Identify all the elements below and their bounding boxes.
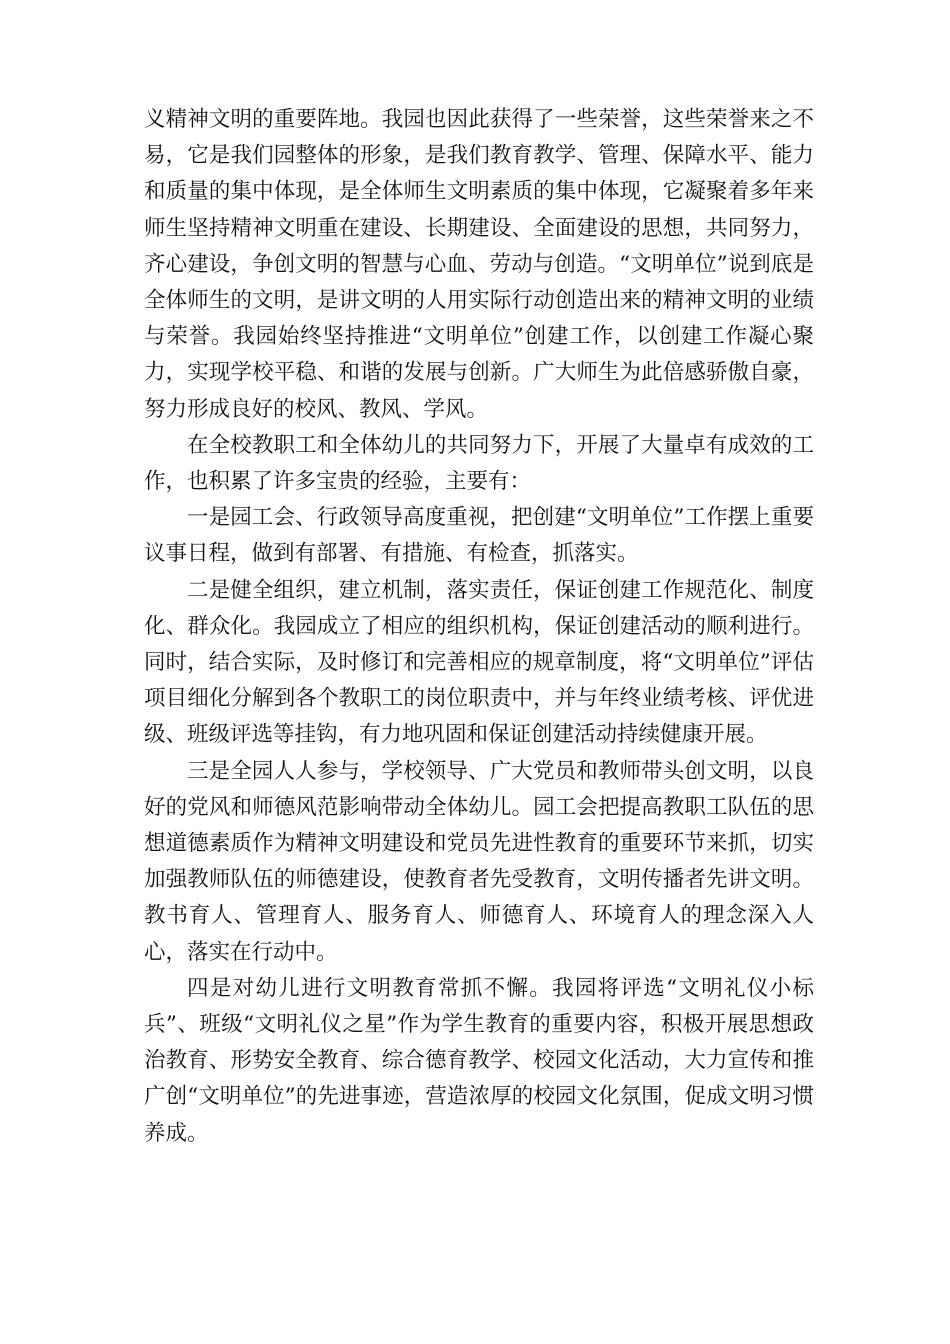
paragraph-point-three: 三是全园人人参与，学校领导、广大党员和教师带头创文明，以良好的党风和师德风范影响带动全体幼儿。园工会把提高教职工队伍的思想道德素质作为精神文明建设和党员先进性教育的重要环节来抓，切实加强教师队伍的师德建设，使教育者先受教育，文明传播者先讲文明。教书育人、管理育人、服务育人、师德育人、环境育人的理念深入人心，落实在行动中。 [144,758,814,965]
paragraph-point-four: 四是对幼儿进行文明教育常抓不懈。我园将评选“文明礼仪小标兵”、班级“文明礼仪之星”作为学生教育的重要内容，积极开展思想政治教育、形势安全教育、综合德育教学、校园文化活动，大力宣传和推广创“文明单位”的先进事迹，营造浓厚的校园文化氛围，促成文明习惯养成。 [144,975,814,1146]
paragraph-continuation: 义精神文明的重要阵地。我园也因此获得了一些荣誉，这些荣誉来之不易，它是我们园整体的形象，是我们教育教学、管理、保障水平、能力和质量的集中体现，是全体师生文明素质的集中体现，它凝聚着多年来师生坚持精神文明重在建设、长期建设、全面建设的思想，共同努力，齐心建设，争创文明的智慧与心血、劳动与创造。“文明单位”说到底是全体师生的文明，是讲文明的人用实际行动创造出来的精神文明的业绩与荣誉。我园始终坚持推进“文明单位”创建工作，以创建工作凝心聚力，实现学校平稳、和谐的发展与创新。广大师生为此倍感骄傲自豪，努力形成良好的校风、教风、学风。 [144,107,814,422]
paragraph-point-one: 一是园工会、行政领导高度重视，把创建“文明单位”工作摆上重要议事日程，做到有部署、有措施、有检查，抓落实。 [144,505,814,567]
document-body [144,102,814,1152]
paragraph-point-two: 二是健全组织，建立机制，落实责任，保证创建工作规范化、制度化、群众化。我园成立了相应的组织机构，保证创建活动的顺利进行。同时，结合实际，及时修订和完善相应的规章制度，将“文明单位”评估项目细化分解到各个教职工的岗位职责中，并与年终业绩考核、评优进级、班级评选等挂钩，有力地巩固和保证创建活动持续健康开展。 [144,577,814,748]
paragraph-intro-experience: 在全校教职工和全体幼儿的共同努力下，开展了大量卓有成效的工作，也积累了许多宝贵的经验，主要有： [144,432,814,495]
